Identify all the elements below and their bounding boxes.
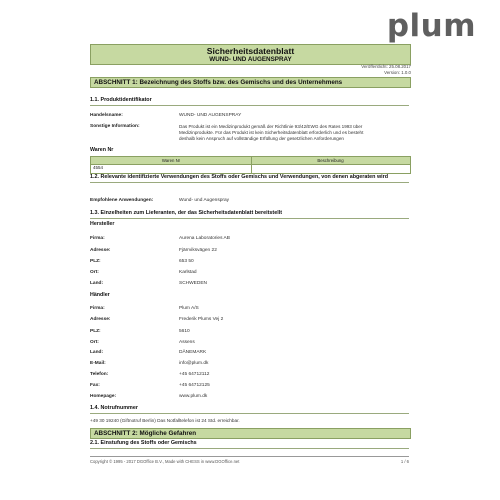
sonstige-label: Sonstige Information: <box>90 124 140 129</box>
hersteller-title: Hersteller <box>90 221 115 227</box>
haendler-row: Land: DÄNEMARK <box>90 350 207 355</box>
haendler-row: Fax: +45 64712125 <box>90 383 210 388</box>
handelsname-value: WUND- UND AUGENSPRAY <box>179 113 242 118</box>
haendler-row: Adresse: Frederik Plums Vej 2 <box>90 317 224 322</box>
empfohlene-label: Empfohlene Anwendungen: <box>90 198 154 203</box>
version-number: Version: 1.0.0 <box>384 69 411 75</box>
hersteller-row: Adresse: Fjärrviksvägen 22 <box>90 248 217 253</box>
title-box <box>90 44 411 65</box>
subsection-1-4-title: 1.4. Notrufnummer <box>90 405 409 414</box>
handelsname-label: Handelsname: <box>90 113 123 118</box>
subsection-1-2-title: 1.2. Relevante identifizierte Verwendungen des Stoffs oder Gemischs und Verwendungen, von denen abgeraten wird <box>90 174 409 183</box>
table-divider <box>251 157 252 173</box>
empfohlene-row <box>90 198 409 206</box>
haendler-row: PLZ: 5610 <box>90 329 190 334</box>
hersteller-row: Ort: Karlstad <box>90 270 197 275</box>
page-number: 1 / 6 <box>400 459 409 464</box>
section-2-heading: ABSCHNITT 2: Mögliche Gefahren <box>90 428 411 439</box>
hersteller-row: Firma: Aurena Laboratories AB <box>90 236 230 241</box>
subsection-1-3-title: 1.3. Einzelheiten zum Lieferanten, der das Sicherheitsdatenblatt bereitstellt <box>90 210 409 219</box>
section-1-heading: ABSCHNITT 1: Bezeichnung des Stoffs bzw. des Gemischs und des Unternehmens <box>90 77 411 88</box>
subsection-2-1-title: 2.1. Einstufung des Stoffs oder Gemischs <box>90 440 409 449</box>
page-footer <box>90 456 409 464</box>
beschreibung-col-header: Beschreibung <box>317 157 344 163</box>
haendler-row: E-Mail: info@plum.dk <box>90 361 209 366</box>
product-subtitle: WUND- UND AUGENSPRAY <box>209 55 292 63</box>
plum-logo: plum <box>386 8 476 44</box>
sonstige-text: Das Produkt ist ein Medizinprodukt gemäß der Richtlinie 93/42/EWG des Rates 1993 über Medizinprodukte. Für das Produkt ist kein Sicherheitsdatenblatt erforderlich und es besteht deshalb kein Anspruch auf vollständige Erfüllung der gesetzlichen Anforderungen <box>179 124 364 141</box>
waren-nr-title: Waren Nr <box>90 147 114 153</box>
hersteller-row: PLZ: 653 50 <box>90 259 194 264</box>
revision-date: Veröffentlicht: 25.08.2017 <box>361 64 411 69</box>
handelsname-row <box>90 113 409 121</box>
waren-col-header: Waren Nr <box>161 157 181 163</box>
version-info <box>361 64 411 75</box>
hersteller-row: Land: SCHWEDEN <box>90 281 207 286</box>
haendler-row: Ort: Assens <box>90 340 195 345</box>
haendler-row: Firma: Plum A/S <box>90 306 199 311</box>
copyright-text: Copyright © 1995 - 2017 DGOffice B.V., Made with CHESS in www.DGOffice.net <box>90 459 240 464</box>
haendler-row: Homepage: www.plum.dk <box>90 394 208 399</box>
haendler-title: Händler <box>90 292 110 298</box>
subsection-1-1-title: 1.1. Produktidentifikator <box>90 97 409 106</box>
empfohlene-value: Wund- und Augenspray <box>179 198 230 203</box>
waren-table <box>90 156 411 174</box>
haendler-row: Telefon: +45 64712112 <box>90 372 210 377</box>
notruf-text: +49 30 19240 (Giftnotruf Berlin) Das Notfalltelefon ist 24 Std. erreichbar. <box>90 418 240 423</box>
waren-nr-cell: 4554 <box>93 165 104 170</box>
document-title: Sicherheitsdatenblatt <box>206 46 295 56</box>
